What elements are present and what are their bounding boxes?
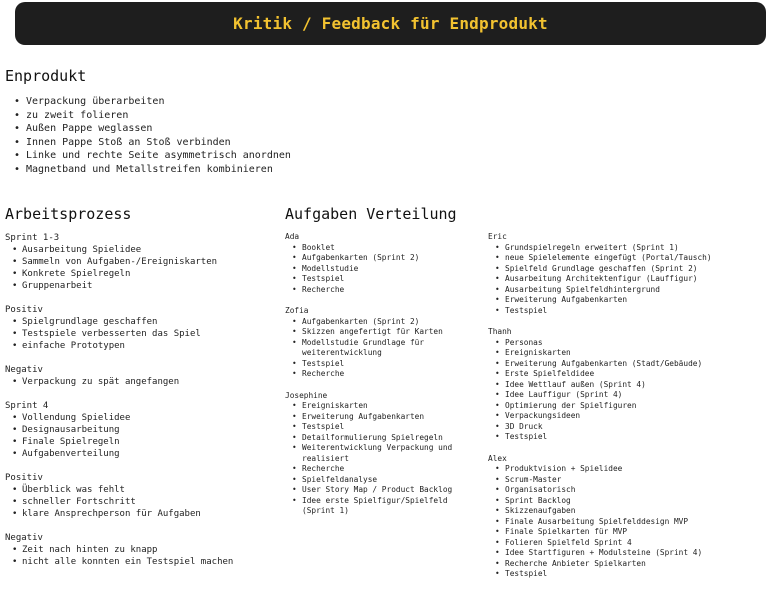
list-item: • Testspiel — [292, 422, 475, 433]
list-item: • Spielgrundlage geschaffen — [12, 316, 275, 328]
group-title: Ada — [285, 232, 300, 241]
list-item: • Recherche — [292, 369, 475, 380]
list-item: • Sprint Backlog — [495, 496, 764, 507]
verteilung-column-left — [285, 232, 475, 528]
list-item: • Modellstudie Grundlage für weiterentwicklung — [292, 338, 475, 359]
list-item: • Testspiel — [292, 359, 475, 370]
list-item: • Außen Pappe weglassen — [14, 122, 291, 136]
person-group — [285, 232, 475, 295]
list-item: • Erweiterung Aufgabenkarten — [495, 295, 764, 306]
list-item: • schneller Fortschritt — [12, 496, 275, 508]
list-item: • Weiterentwicklung Verpackung und realisiert — [292, 443, 475, 464]
group-title: Positiv — [5, 473, 43, 483]
list-item: • Booklet — [292, 243, 475, 254]
list-item: • Ausarbeitung Architektenfigur (Lauffigur) — [495, 274, 764, 285]
list-item: • Erste Spielfeldidee — [495, 369, 764, 380]
list-item: • User Story Map / Product Backlog — [292, 485, 475, 496]
list-item: • Konkrete Spielregeln — [12, 268, 275, 280]
list-item: • Spielfeld Grundlage geschaffen (Sprint 2) — [495, 264, 764, 275]
group-title: Josephine — [285, 390, 328, 400]
group-title: Sprint 1-3 — [5, 233, 60, 243]
list-item: • neue Spielelemente eingefügt (Portal/Tausch) — [495, 253, 764, 264]
sprint-group — [5, 400, 275, 460]
arbeitsprozess-heading: Arbeitsprozess — [5, 205, 132, 223]
list-item: • Idee Wettlauf außen (Sprint 4) — [495, 380, 764, 391]
list-item: • Produktvision + Spielidee — [495, 464, 764, 475]
group-title: Thanh — [488, 327, 512, 336]
list-item: • Detailformulierung Spielregeln — [292, 433, 475, 444]
group-list — [292, 243, 475, 296]
person-group — [488, 232, 764, 316]
list-item: • Scrum-Master — [495, 475, 764, 486]
list-item: • Verpackung überarbeiten — [14, 95, 291, 109]
endprodukt-list — [14, 95, 291, 177]
list-item: • Finale Spielregeln — [12, 436, 275, 448]
sprint-group — [5, 472, 275, 520]
list-item: • Spielfeldanalyse — [292, 475, 475, 486]
list-item: • Ereigniskarten — [292, 401, 475, 412]
group-list — [495, 243, 764, 317]
person-group — [285, 391, 475, 517]
list-item: • Recherche Anbieter Spielkarten — [495, 559, 764, 570]
endprodukt-heading: Enprodukt — [5, 67, 87, 85]
title-banner — [15, 2, 766, 45]
group-list — [495, 338, 764, 443]
group-list — [12, 412, 275, 460]
list-item: • einfache Prototypen — [12, 340, 275, 352]
list-item: • Sammeln von Aufgaben-/Ereigniskarten — [12, 256, 275, 268]
group-title: Sprint 4 — [5, 401, 49, 411]
group-list — [292, 401, 475, 517]
group-list — [12, 484, 275, 520]
sprint-group — [5, 364, 275, 388]
person-group — [488, 454, 764, 580]
list-item: • 3D Druck — [495, 422, 764, 433]
verteilung-heading: Aufgaben Verteilung — [285, 205, 457, 223]
list-item: • Überblick was fehlt — [12, 484, 275, 496]
list-item: • Finale Ausarbeitung Spielfelddesign MVP — [495, 517, 764, 528]
sprint-group — [5, 304, 275, 352]
list-item: • Testspiel — [495, 569, 764, 580]
list-item: • Ereigniskarten — [495, 348, 764, 359]
list-item: • Optimierung der Spielfiguren — [495, 401, 764, 412]
group-title: Eric — [488, 232, 507, 241]
person-group — [285, 306, 475, 380]
group-list — [12, 376, 275, 388]
list-item: • Aufgabenkarten (Sprint 2) — [292, 253, 475, 264]
list-item: • klare Ansprechperson für Aufgaben — [12, 508, 275, 520]
page-title: Kritik / Feedback für Endprodukt — [233, 14, 548, 33]
group-title: Negativ — [5, 533, 43, 543]
list-item: • Finale Spielkarten für MVP — [495, 527, 764, 538]
group-list — [12, 316, 275, 352]
list-item: • Aufgabenkarten (Sprint 2) — [292, 317, 475, 328]
list-item: • Grundspielregeln erweitert (Sprint 1) — [495, 243, 764, 254]
list-item: • Aufgabenverteilung — [12, 448, 275, 460]
list-item: • Folieren Spielfeld Sprint 4 — [495, 538, 764, 549]
list-item: • Ausarbeitung Spielfeldhintergrund — [495, 285, 764, 296]
list-item: • Erweiterung Aufgabenkarten (Stadt/Gebäude) — [495, 359, 764, 370]
list-item: • Testspiel — [292, 274, 475, 285]
group-list — [495, 464, 764, 580]
list-item: • nicht alle konnten ein Testspiel machen — [12, 556, 275, 568]
list-item: • Modellstudie — [292, 264, 475, 275]
group-list — [292, 317, 475, 380]
list-item: • Skizzen angefertigt für Karten — [292, 327, 475, 338]
list-item: • Vollendung Spielidee — [12, 412, 275, 424]
list-item: • Idee Lauffigur (Sprint 4) — [495, 390, 764, 401]
sprint-group — [5, 532, 275, 568]
group-title: Alex — [488, 453, 507, 463]
list-item: • Erweiterung Aufgabenkarten — [292, 412, 475, 423]
person-group — [488, 327, 764, 443]
list-item: • Recherche — [292, 285, 475, 296]
verteilung-column-right — [488, 232, 764, 591]
list-item: • Testspiel — [495, 432, 764, 443]
list-item: • Designausarbeitung — [12, 424, 275, 436]
group-title: Zofia — [285, 306, 309, 315]
list-item: • Verpackungsideen — [495, 411, 764, 422]
list-item: • Organisatorisch — [495, 485, 764, 496]
group-title: Positiv — [5, 305, 43, 315]
list-item: • Idee erste Spielfigur/Spielfeld (Sprint 1) — [292, 496, 475, 517]
list-item: • Ausarbeitung Spielidee — [12, 244, 275, 256]
list-item: • Innen Pappe Stoß an Stoß verbinden — [14, 136, 291, 150]
list-item: • Magnetband und Metallstreifen kombinieren — [14, 163, 291, 177]
list-item: • Gruppenarbeit — [12, 280, 275, 292]
group-list — [12, 544, 275, 568]
group-title: Negativ — [5, 365, 43, 375]
list-item: • Idee Startfiguren + Modulsteine (Sprint 4) — [495, 548, 764, 559]
list-item: • Testspiel — [495, 306, 764, 317]
list-item: • zu zweit folieren — [14, 109, 291, 123]
list-item: • Linke und rechte Seite asymmetrisch anordnen — [14, 149, 291, 163]
arbeitsprozess-column — [5, 232, 275, 580]
list-item: • Skizzenaufgaben — [495, 506, 764, 517]
list-item: • Zeit nach hinten zu knapp — [12, 544, 275, 556]
sprint-group — [5, 232, 275, 292]
group-list — [12, 244, 275, 292]
list-item: • Personas — [495, 338, 764, 349]
list-item: • Verpackung zu spät angefangen — [12, 376, 275, 388]
list-item: • Testspiele verbesserten das Spiel — [12, 328, 275, 340]
list-item: • Recherche — [292, 464, 475, 475]
